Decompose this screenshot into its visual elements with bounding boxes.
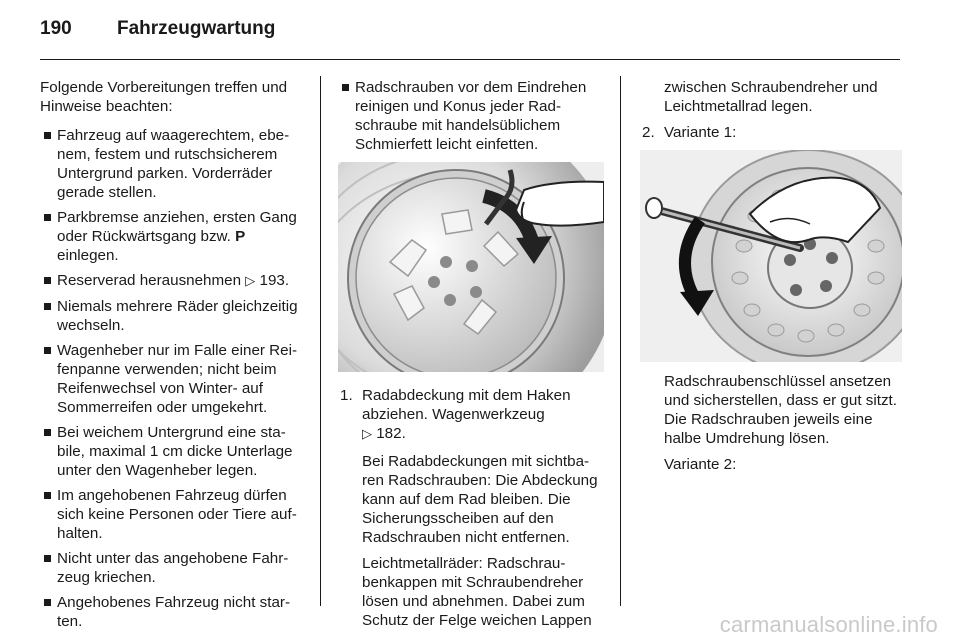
bullet-item: Wagenheber nur im Falle einer Reifenpanne verwenden; nicht beim Reifenwechsel von Winter- auf Sommerreifen oder umgekehrt.	[40, 341, 306, 417]
square-bullet-icon	[44, 347, 51, 354]
wheel-cover-illustration	[338, 162, 604, 372]
bullet-item: Parkbremse anziehen, ersten Gang oder Rückwärtsgang bzw. P einlegen.	[40, 208, 306, 265]
page-number: 190	[40, 18, 72, 39]
bullet-item: Niemals mehrere Räder gleichzeitig wechseln.	[40, 297, 306, 335]
square-bullet-icon	[44, 429, 51, 436]
bullet-item: Radschrauben vor dem Eindrehen reinigen und Konus jeder Radschraube mit handelsüblichem Schmierfett leicht einfetten.	[338, 78, 604, 154]
column-3	[640, 78, 904, 481]
wheel-wrench-illustration	[640, 150, 902, 362]
bullet-item: Nicht unter das angehobene Fahrzeug kriechen.	[40, 549, 306, 587]
step-1: 1. Radabdeckung mit dem Haken abziehen. Wagenwerkzeug ▷ 182.	[340, 387, 571, 442]
column-divider-1	[320, 76, 321, 606]
square-bullet-icon	[44, 303, 51, 310]
square-bullet-icon	[44, 492, 51, 499]
header-rule	[40, 59, 900, 60]
bullet-item: Reserverad herausnehmen ▷ 193.	[40, 271, 306, 291]
square-bullet-icon	[44, 132, 51, 139]
step-2-instructions: Radschraubenschlüssel ansetzen und sicherstellen, dass er gut sitzt. Die Radschrauben jeweils eine halbe Umdrehung lösen.	[664, 373, 897, 447]
step-2: 2. Variante 1:	[642, 124, 737, 141]
page-title: Fahrzeugwartung	[117, 18, 276, 39]
bullet-item: Im angehobenen Fahrzeug dürfen sich keine Personen oder Tiere aufhalten.	[40, 486, 306, 543]
step-2-variant-2: Variante 2:	[664, 456, 737, 473]
step-1-note: Bei Radabdeckungen mit sichtbaren Radschrauben: Die Abdeckung kann auf dem Rad bleiben. Die Sicherungsscheiben auf den Radschrauben nicht entfernen.	[362, 453, 598, 546]
page-reference-link[interactable]: 182.	[376, 425, 406, 442]
step-1-alloy-note: Leichtmetallräder: Radschraubenkappen mit Schraubendreher lösen und abnehmen. Dabei zum Schutz der Felge weichen Lappen	[362, 555, 592, 629]
square-bullet-icon	[44, 214, 51, 221]
bullet-item: Fahrzeug auf waagerechtem, ebenem, festem und rutschsicherem Untergrund parken. Vorderräder gerade stellen.	[40, 126, 306, 202]
square-bullet-icon	[44, 599, 51, 606]
bullet-item: Angehobenes Fahrzeug nicht starten.	[40, 593, 306, 631]
step-number: 2.	[642, 124, 655, 141]
step-number: 1.	[340, 387, 353, 404]
column-1	[40, 78, 306, 637]
gear-p-label: P	[235, 228, 246, 245]
bullet-item: Bei weichem Untergrund eine stabile, maximal 1 cm dicke Unterlage unter den Wagenheber legen.	[40, 423, 306, 480]
watermark: carmanualsonline.info	[719, 612, 938, 637]
page-reference-arrow-icon: ▷	[245, 274, 256, 289]
intro-text: Folgende Vorbereitungen treffen und Hinweise beachten:	[40, 79, 288, 115]
page-reference-link[interactable]: 193.	[259, 272, 290, 289]
square-bullet-icon	[44, 555, 51, 562]
column-2	[338, 78, 604, 637]
square-bullet-icon	[44, 277, 51, 284]
page-reference-arrow-icon: ▷	[362, 427, 372, 442]
step-1-continued: zwischen Schraubendreher und Leichtmetallrad legen.	[664, 79, 878, 115]
square-bullet-icon	[342, 84, 349, 91]
column-divider-2	[620, 76, 621, 606]
